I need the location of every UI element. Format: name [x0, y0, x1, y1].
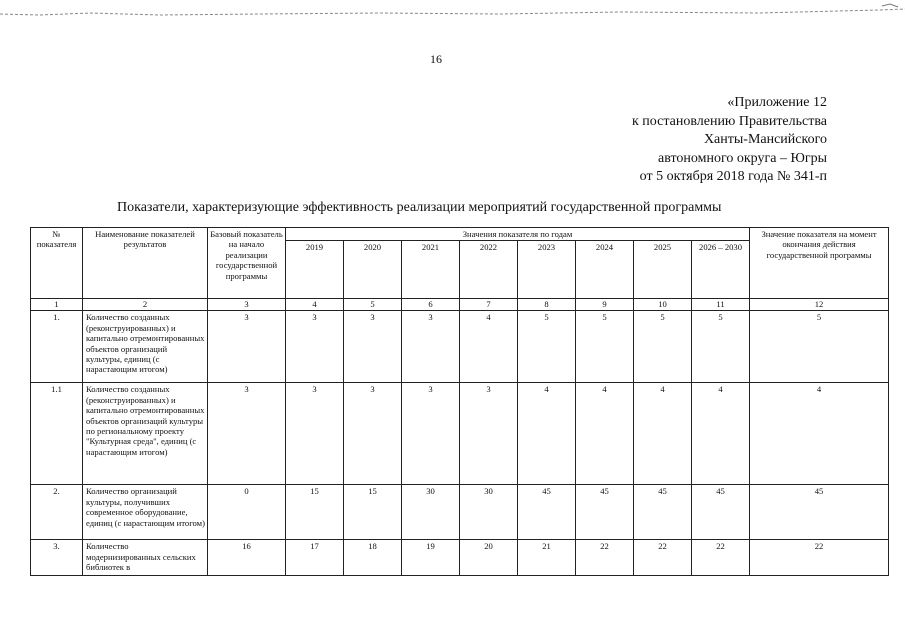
year-value: 45: [634, 485, 692, 540]
end-value: 4: [750, 383, 889, 485]
base-value: 3: [208, 311, 286, 383]
header-year: 2023: [518, 241, 576, 299]
column-number: 6: [402, 299, 460, 311]
year-value: 3: [286, 311, 344, 383]
column-number: 7: [460, 299, 518, 311]
row-number: 2.: [31, 485, 83, 540]
table-row: [31, 383, 889, 485]
page-number: 16: [430, 52, 442, 66]
base-value: 3: [208, 383, 286, 485]
year-value: 21: [518, 540, 576, 576]
year-value: 4: [460, 311, 518, 383]
end-value: 5: [750, 311, 889, 383]
header-years-group: Значения показателя по годам: [286, 228, 750, 241]
year-value: 3: [460, 383, 518, 485]
column-number-row: [31, 299, 889, 311]
header-year: 2026 – 2030: [692, 241, 750, 299]
year-value: 22: [692, 540, 750, 576]
indicator-name: Количество модернизированных сельских библиотек в: [83, 540, 208, 576]
year-value: 5: [634, 311, 692, 383]
column-number: 9: [576, 299, 634, 311]
year-value: 30: [460, 485, 518, 540]
year-value: 3: [402, 383, 460, 485]
row-number: 1.: [31, 311, 83, 383]
appendix-line: Ханты-Мансийского: [703, 132, 827, 147]
indicator-name: Количество организаций культуры, получивших современное оборудование, единиц (с нарастающим итогом): [83, 485, 208, 540]
year-value: 5: [692, 311, 750, 383]
column-number: 5: [344, 299, 402, 311]
year-value: 30: [402, 485, 460, 540]
year-value: 4: [518, 383, 576, 485]
appendix-line: «Приложение 12: [727, 95, 827, 110]
table-row: [31, 311, 889, 383]
year-value: 18: [344, 540, 402, 576]
year-value: 3: [344, 311, 402, 383]
header-year: 2020: [344, 241, 402, 299]
year-value: 20: [460, 540, 518, 576]
year-value: 17: [286, 540, 344, 576]
column-number: 10: [634, 299, 692, 311]
base-value: 0: [208, 485, 286, 540]
document-title: Показатели, характеризующие эффективность реализации мероприятий государственной программы: [117, 200, 722, 215]
year-value: 5: [576, 311, 634, 383]
column-number: 4: [286, 299, 344, 311]
year-value: 15: [344, 485, 402, 540]
header-number: № показателя: [31, 228, 83, 299]
year-value: 5: [518, 311, 576, 383]
year-value: 45: [518, 485, 576, 540]
appendix-line: от 5 октября 2018 года № 341-п: [639, 169, 827, 184]
year-value: 4: [634, 383, 692, 485]
header-year: 2021: [402, 241, 460, 299]
column-number: 11: [692, 299, 750, 311]
base-value: 16: [208, 540, 286, 576]
year-value: 4: [576, 383, 634, 485]
year-value: 22: [634, 540, 692, 576]
year-value: 3: [286, 383, 344, 485]
indicators-table: [30, 227, 889, 576]
header-year: 2025: [634, 241, 692, 299]
end-value: 22: [750, 540, 889, 576]
header-year: 2024: [576, 241, 634, 299]
year-value: 22: [576, 540, 634, 576]
year-value: 45: [692, 485, 750, 540]
header-name: Наименование показателей результатов: [83, 228, 208, 299]
header-year: 2019: [286, 241, 344, 299]
row-number: 3.: [31, 540, 83, 576]
table-row: [31, 540, 889, 576]
appendix-line: к постановлению Правительства: [631, 113, 827, 129]
column-number: 1: [31, 299, 83, 311]
column-number: 3: [208, 299, 286, 311]
row-number: 1.1: [31, 383, 83, 485]
year-value: 45: [576, 485, 634, 540]
indicator-name: Количество созданных (реконструированных) и капитально отремонтированных объектов организаций культуры, единиц (с нарастающим итогом): [83, 311, 208, 383]
year-value: 4: [692, 383, 750, 485]
year-value: 19: [402, 540, 460, 576]
header-year: 2022: [460, 241, 518, 299]
year-value: 3: [402, 311, 460, 383]
header-end-value: Значение показателя на момент окончания действия государственной программы: [750, 228, 889, 299]
scan-edge-artifact: [0, 0, 905, 18]
appendix-line: автономного округа – Югры: [658, 150, 827, 166]
year-value: 3: [344, 383, 402, 485]
column-number: 12: [750, 299, 889, 311]
column-number: 8: [518, 299, 576, 311]
year-value: 15: [286, 485, 344, 540]
appendix-reference: [632, 94, 827, 187]
column-number: 2: [83, 299, 208, 311]
end-value: 45: [750, 485, 889, 540]
header-base: Базовый показатель на начало реализации государственной программы: [208, 228, 286, 299]
indicator-name: Количество созданных (реконструированных) и капитально отремонтированных объектов организаций культуры по региональному проекту "Культурная среда", единиц (с нарастающим итогом): [83, 383, 208, 485]
table-row: [31, 485, 889, 540]
